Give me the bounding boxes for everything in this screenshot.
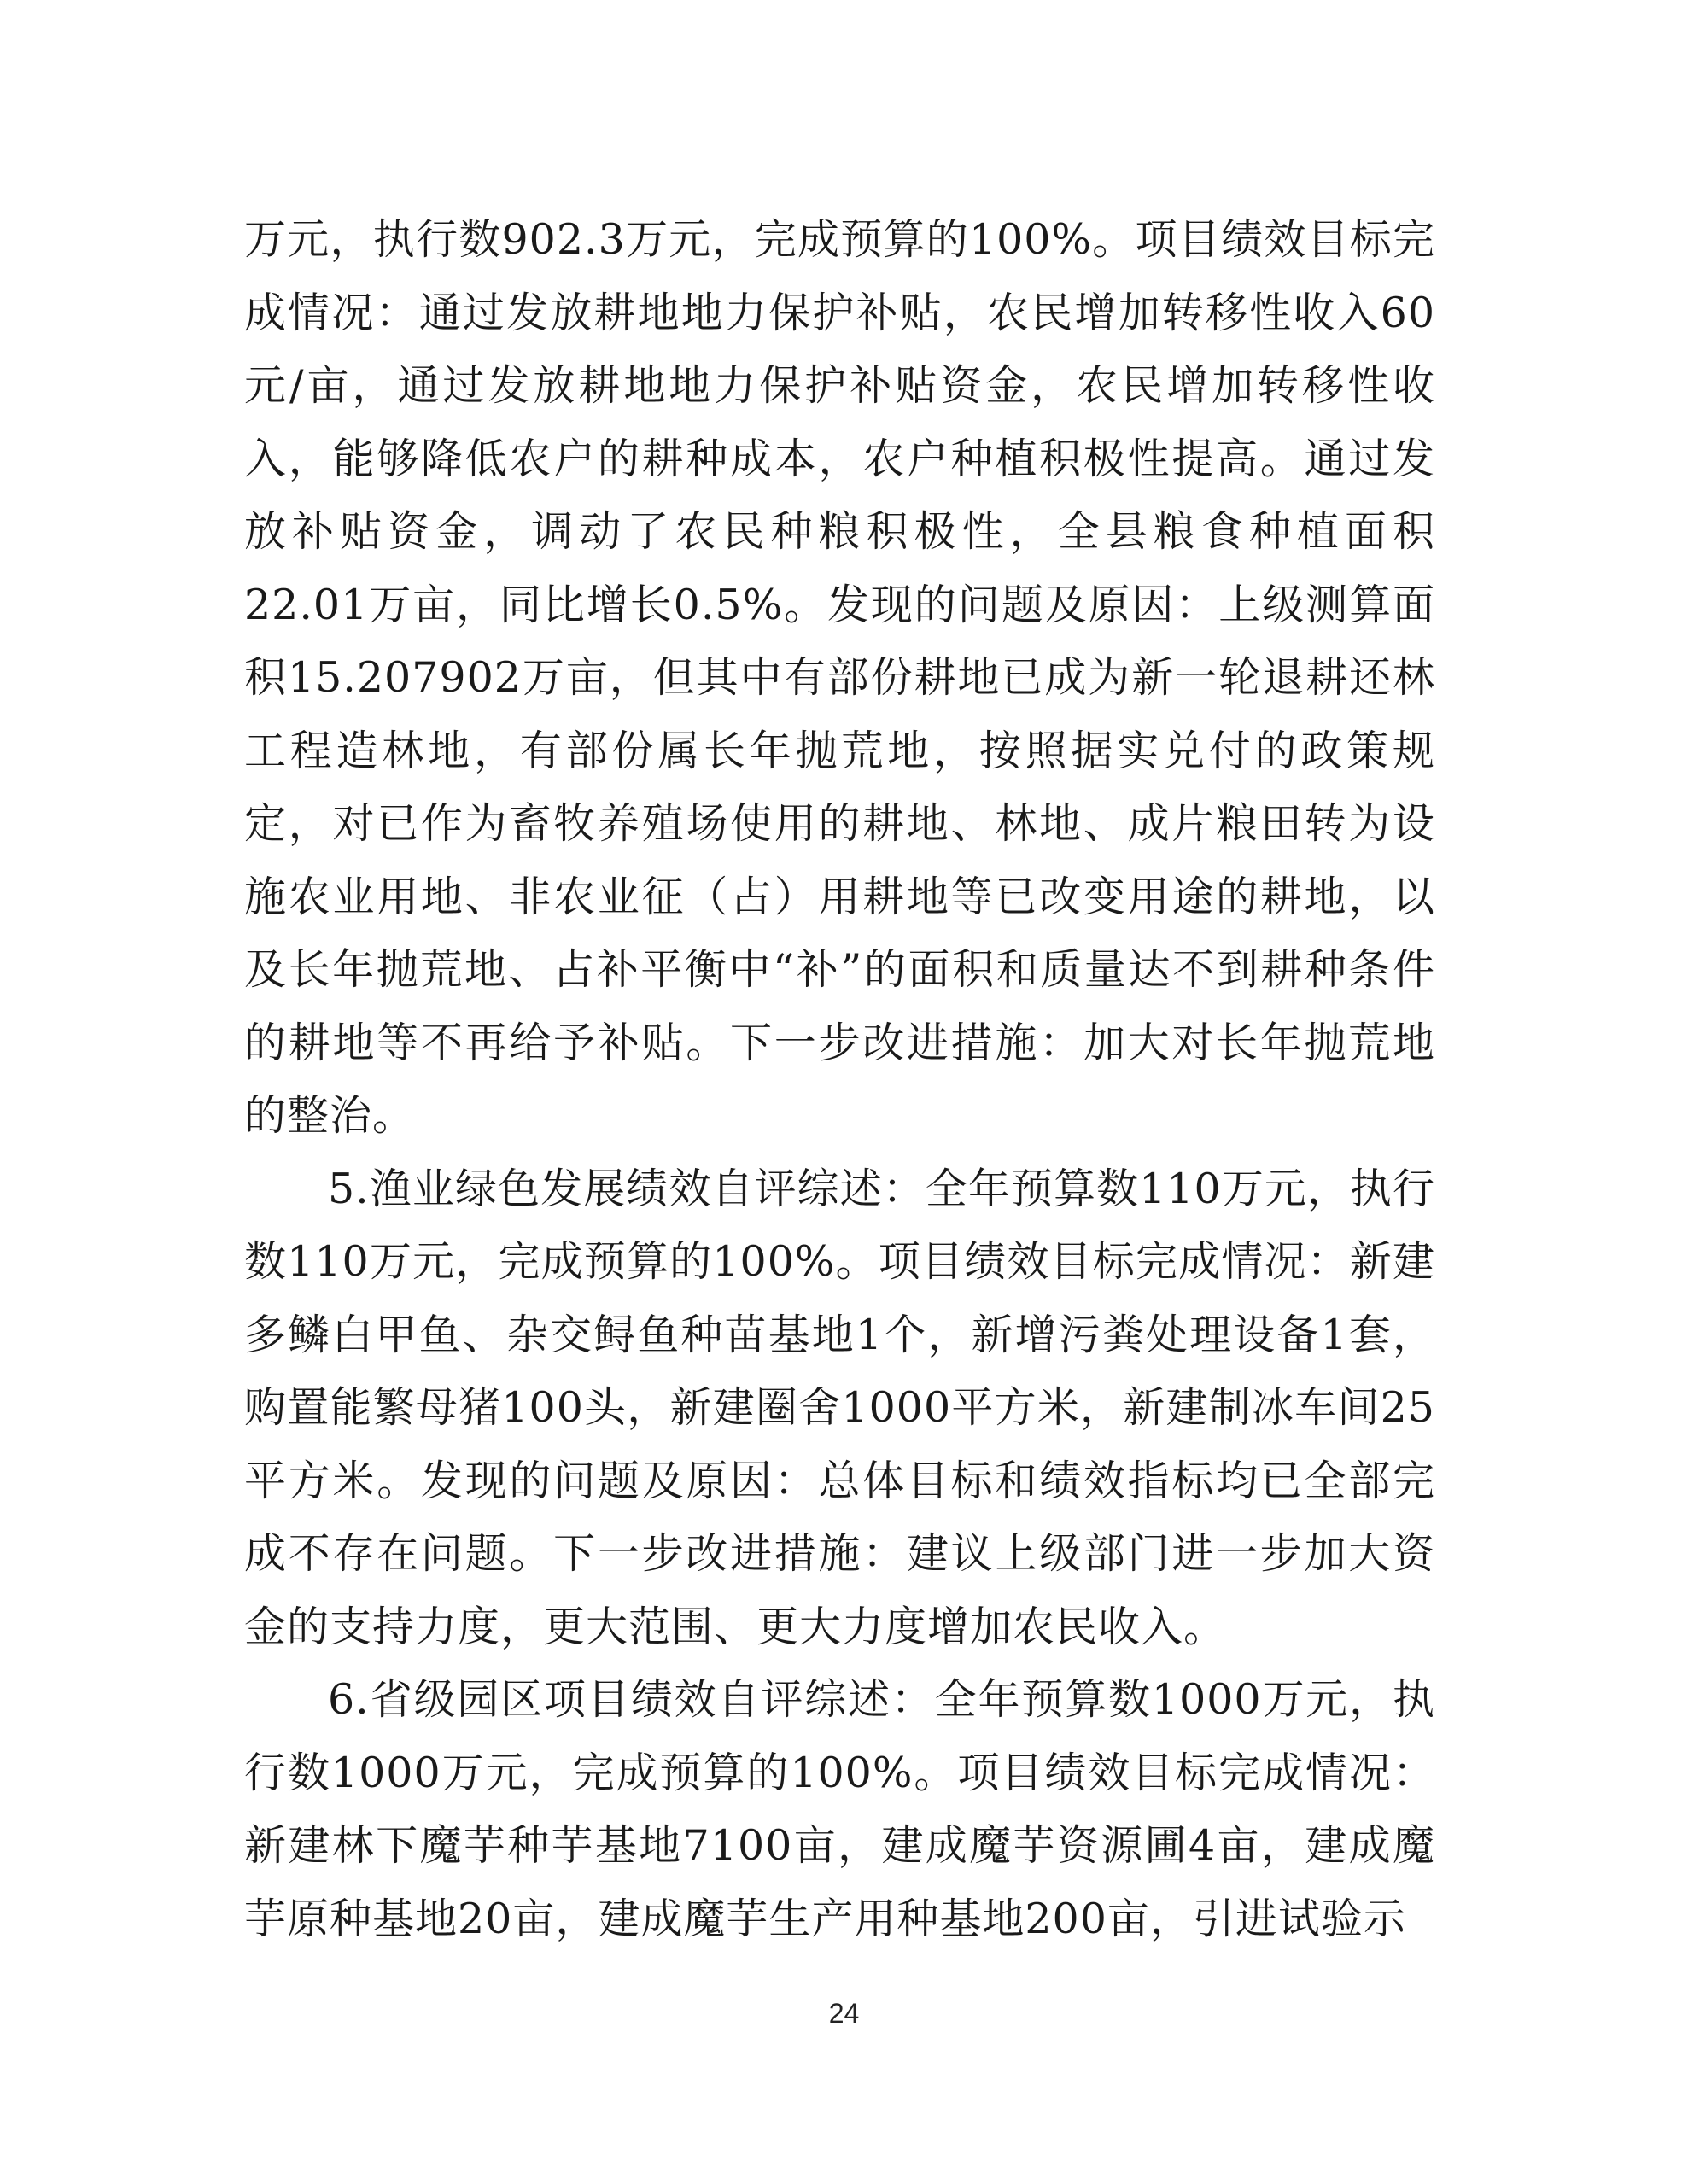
page-number: 24 [828,1998,860,2029]
body-text [244,203,1435,1955]
paragraph-item-5: 5.渔业绿色发展绩效自评综述：全年预算数110万元，执行数110万元，完成预算的100%。项目绩效目标完成情况：新建多鳞白甲鱼、杂交鲟鱼种苗基地1个，新增污粪处理设备1套，购置能繁母猪100头，新建圈舍1000平方米，新建制冰车间25平方米。发现的问题及原因：总体目标和绩效指标均已全部完成不存在问题。下一步改进措施：建议上级部门进一步加大资金的支持力度，更大范围、更大力度增加农民收入。 [244,1164,1435,1651]
paragraph-continued: 万元，执行数902.3万元，完成预算的100%。项目绩效目标完成情况：通过发放耕地地力保护补贴，农民增加转移性收入60元/亩，通过发放耕地地力保护补贴资金，农民增加转移性收入，能够降低农户的耕种成本，农户种植积极性提高。通过发放补贴资金，调动了农民种粮积极性，全县粮食种植面积22.01万亩，同比增长0.5%。发现的问题及原因：上级测算面积15.207902万亩，但其中有部份耕地已成为新一轮退耕还林工程造林地，有部份属长年抛荒地，按照据实兑付的政策规定，对已作为畜牧养殖场使用的耕地、林地、成片粮田转为设施农业用地、非农业征（占）用耕地等已改变用途的耕地，以及长年抛荒地、占补平衡中“补”的面积和质量达不到耕种条件的耕地等不再给予补贴。下一步改进措施：加大对长年抛荒地的整治。 [244,215,1435,1140]
paragraph-item-6: 6.省级园区项目绩效自评综述：全年预算数1000万元，执行数1000万元，完成预算的100%。项目绩效目标完成情况：新建林下魔芋种芋基地7100亩，建成魔芋资源圃4亩，建成魔芋原种基地20亩，建成魔芋生产用种基地200亩，引进试验示 [244,1675,1435,1943]
